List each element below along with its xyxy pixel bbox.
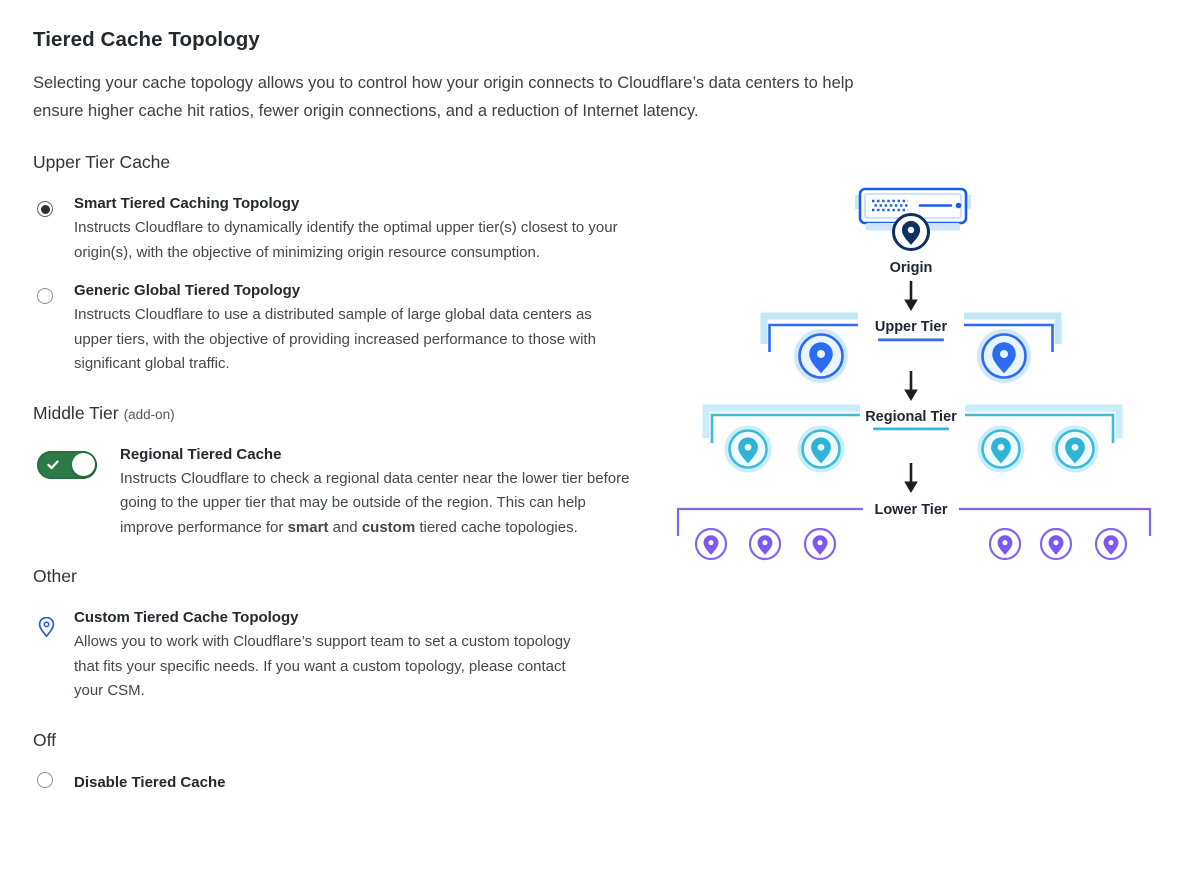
section-heading-off: Off	[33, 729, 57, 750]
page-title: Tiered Cache Topology	[33, 28, 260, 51]
upper-tier-underline	[878, 339, 944, 342]
section-heading-text: Middle Tier	[33, 402, 119, 423]
upper-tier-label: Upper Tier	[874, 319, 948, 335]
desc-bold: custom	[361, 518, 416, 536]
datacenter-pin-regional	[978, 426, 1025, 473]
toggle-knob[interactable]	[72, 453, 95, 476]
tiered-cache-topology-diagram	[663, 175, 1163, 577]
section-heading-upper-tier-cache: Upper Tier Cache	[33, 152, 171, 172]
option-body	[120, 445, 636, 541]
origin-pin	[894, 215, 929, 250]
datacenter-pin-lower	[990, 529, 1020, 559]
page-description: Selecting your cache topology allows you to control how your origin connects to Cloudflare’s data centers to help ensure higher cache hit ratios, fewer origin connections, and a reduction of Internet latency.	[33, 74, 854, 120]
section-heading-note: (add-on)	[123, 406, 175, 422]
icon-cell	[33, 608, 74, 704]
section-heading-other: Other	[33, 566, 77, 586]
lower-tier-pins	[696, 529, 1126, 559]
datacenter-pin-lower	[696, 529, 726, 559]
option-title: Generic Global Tiered Topology	[74, 282, 301, 299]
option-description	[120, 467, 636, 541]
option-description: Instructs Cloudflare to use a distributed sample of large global data centers as upper tiers, with the objective of providing increased performance to those with significant global traffic.	[74, 306, 596, 372]
option-description: Allows you to work with Cloudflare’s support team to set a custom topology that fits your specific needs. If you want a custom topology, please contact your CSM.	[74, 633, 571, 699]
lower-tier-label: Lower Tier	[874, 502, 948, 518]
option-title: Smart Tiered Caching Topology	[74, 195, 300, 212]
option-disable-tiered-cache	[33, 772, 693, 793]
desc-part: and	[328, 518, 362, 536]
datacenter-pin-lower	[1041, 529, 1071, 559]
datacenter-pin-regional	[1052, 426, 1099, 473]
datacenter-pin-regional	[798, 426, 845, 473]
desc-part: Instructs Cloudflare to check a regional data center near the lower tier before going to the upper tier that may be outside of the region. This can help improve performance for	[120, 469, 630, 536]
datacenter-pin-lower	[805, 529, 835, 559]
radio-disable-tiered-cache[interactable]	[37, 772, 53, 788]
radio-cell	[33, 194, 74, 265]
option-body	[74, 194, 630, 265]
radio-smart-tiered[interactable]	[37, 201, 53, 217]
datacenter-pin-regional	[725, 426, 772, 473]
regional-tier-label: Regional Tier	[865, 409, 957, 425]
regional-tier-underline	[873, 428, 949, 431]
option-custom-tiered	[33, 608, 693, 704]
option-title: Custom Tiered Cache Topology	[74, 609, 299, 626]
option-body	[74, 608, 598, 704]
datacenter-pin-upper	[977, 329, 1031, 383]
desc-bold: smart	[287, 518, 329, 536]
arrow-down-icon	[904, 463, 918, 493]
toggle-cell	[33, 445, 120, 541]
location-pin-icon	[38, 617, 55, 638]
radio-cell	[33, 281, 74, 377]
option-body	[74, 281, 630, 377]
option-title: Disable Tiered Cache	[74, 773, 226, 791]
check-icon	[47, 460, 59, 470]
option-description: Instructs Cloudflare to dynamically identify the optimal upper tier(s) closest to your origin(s), with the objective of minimizing origin resource consumption.	[74, 219, 618, 261]
desc-part: tiered cache topologies.	[415, 518, 578, 536]
arrow-down-icon	[904, 371, 918, 401]
regional-tiered-cache-toggle[interactable]	[37, 451, 97, 479]
arrow-down-icon	[904, 281, 918, 311]
datacenter-pin-lower	[1096, 529, 1126, 559]
option-smart-tiered	[33, 194, 693, 265]
datacenter-pin-upper	[794, 329, 848, 383]
radio-generic-global[interactable]	[37, 288, 53, 304]
upper-tier-pins	[794, 329, 1031, 383]
option-generic-global	[33, 281, 693, 377]
option-regional-tiered-cache	[33, 445, 693, 541]
radio-cell	[33, 772, 74, 793]
datacenter-pin-lower	[750, 529, 780, 559]
option-body	[74, 773, 693, 792]
origin-label: Origin	[889, 260, 933, 276]
option-title: Regional Tiered Cache	[120, 445, 282, 463]
